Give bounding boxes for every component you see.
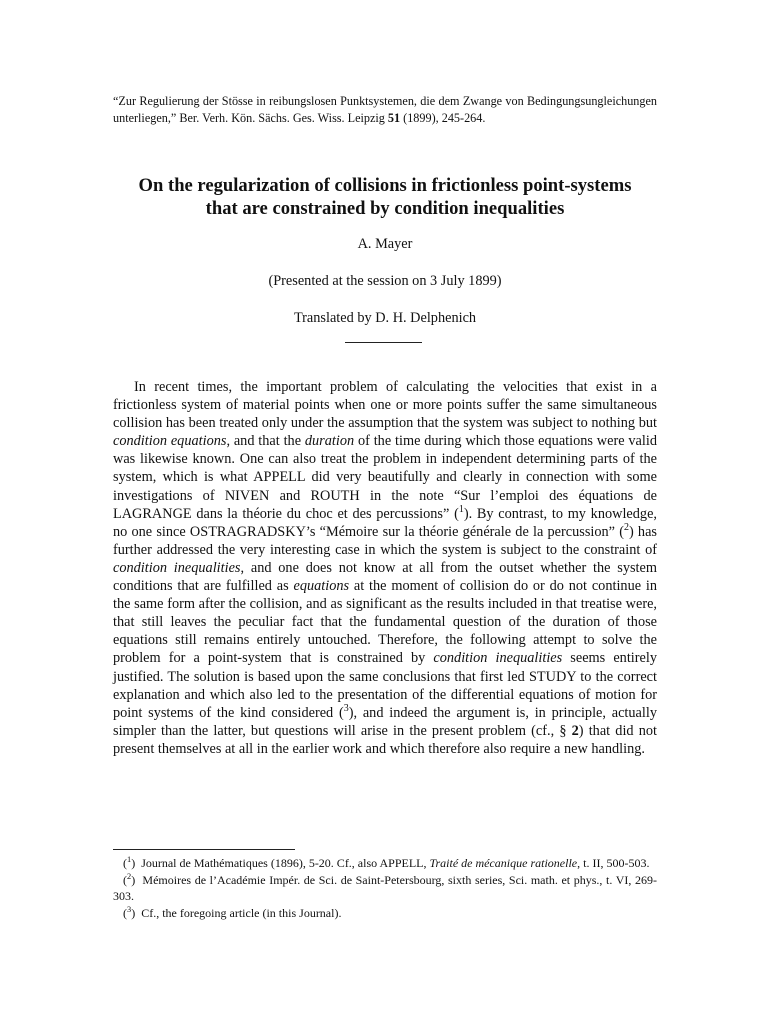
footnote-divider [113, 849, 295, 850]
paper-title [113, 174, 657, 220]
title-line-1: On the regularization of collisions in frictionless point-systems [138, 175, 632, 196]
footnote-ref: 3 [343, 702, 349, 714]
footnote-3: ($^3$) Cf., the foregoing article (in this Journal). [123, 904, 342, 920]
source-citation: “Zur Regulierung der Stösse in reibungslosen Punktsystemen, die dem Zwange von Bedingungsungleichungen unterliegen,” Ber. Verh. Kön. Sächs. Ges. Wiss. Leipzig 51 (1899), 245-264. [113, 94, 657, 125]
footnote-1: ($^1$) Journal de Mathématiques (1896), 5-20. Cf., also APPELL, Traité de mécanique rationelle, t. II, 500-503. [123, 855, 650, 870]
translator-credit: Translated by D. H. Delphenich [293, 310, 477, 326]
header-divider [345, 342, 422, 343]
author: A. Mayer [357, 236, 413, 252]
footnotes [113, 855, 657, 921]
footnote-2: ($^2$) Mémoires de l’Académie Impér. de Sci. de Saint-Petersbourg, sixth series, Sci. math. et phys., t. VI, 269-303. [113, 871, 658, 903]
title-line-2: that are constrained by condition inequalities [205, 198, 565, 219]
body-paragraph: In recent times, the important problem of calculating the velocities that exist in a frictionless system of material points when one or more points suffer the same simultaneous collision has been treated only under the assumption that the system was subject to nothing but condition equations, and that the duration of the time during which those equations were valid was likewise known. One can also treat the problem in independent determining parts of the system, which is what APPELL did very beautifully and clearly in connection with some investigations of NIVEN and ROUTH in the note “Sur l’emploi des équations de LAGRANGE dans la théorie du choc et des percussions” ($^1$). By contrast, to my knowledge, no one since OSTRAGRADSKY’s “Mémoire sur la théorie générale de la percussion” ($^2$) has further addressed the very interesting case in which the system is subject to the constraint of condition inequalities, and one does not know at all from the outset whether the system conditions that are fulfilled as equations at the moment of collision do or do not continue in the same form after the collision, and as significant as the results included in that treatise were, that still leaves the peculiar fact that the fundamental question of the duration of those equations still remains entirely untouched. Therefore, the following attempt to solve the problem for a point-system that is constrained by condition inequalities seems entirely justified. The solution is based upon the same conclusions that first led STUDY to the correct explanation and which also led to the presentation of the differential equations of motion for point systems of the kind considered ($^3$), and indeed the argument is, in principle, actually simpler than the latter, but questions will arise in the present problem (cf., § 2) that did not present themselves at all in the earlier work and which therefore also require a new handling. [113, 379, 657, 757]
footnote-ref: 2 [623, 521, 629, 533]
presentation-note: (Presented at the session on 3 July 1899) [268, 273, 502, 289]
footnote-ref: 1 [458, 503, 464, 515]
volume-number: 51 [387, 111, 401, 125]
